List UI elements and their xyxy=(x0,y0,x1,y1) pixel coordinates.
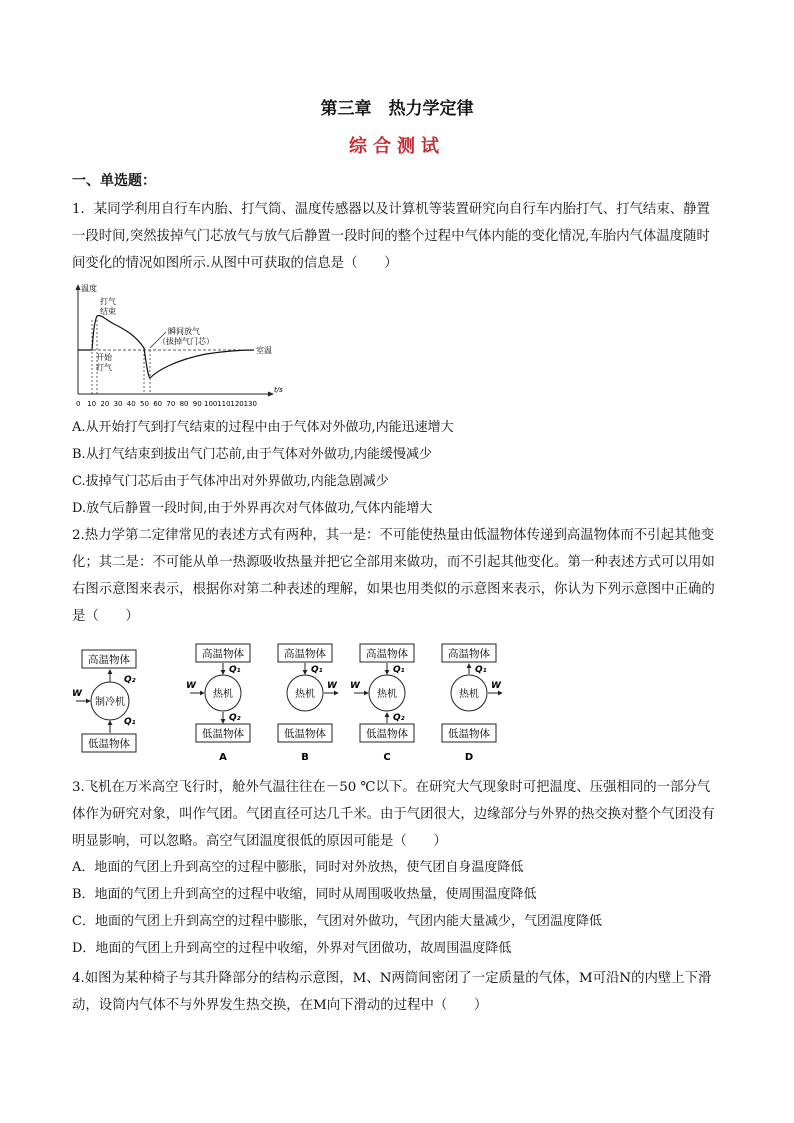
option-letter: A xyxy=(219,752,227,763)
chapter-title: 第三章 热力学定律 xyxy=(320,99,474,119)
q3-option-d: D．地面的气团上升到高空的过程中收缩，外界对气团做功，故周围温度降低 xyxy=(72,941,512,956)
q1-label: Q₁ xyxy=(311,665,323,675)
ref-high-label: 高温物体 xyxy=(88,654,130,666)
x-tick-labels xyxy=(76,400,257,408)
ref-q2-label: Q₂ xyxy=(124,675,136,685)
y-arrow xyxy=(76,284,81,290)
label-end-line1: 打气 xyxy=(100,297,116,306)
q1-temperature-graph xyxy=(66,282,296,410)
q2-stem: 2.热力学第二定律常见的表述方式有两种，其一是：不可能使热量由低温物体传递到高温物体而不引起其他变化；其二是：不可能从单一热源吸收热量并把它全部用来做功，而不引起其他变化。第一种表述方式可以用如右图示意图来表示，根据你对第二种表述的理解，如果也用类似的示意图来表示，你认为下列示意图中正确的是（ ） xyxy=(72,528,715,624)
ref-q1-label: Q₁ xyxy=(124,717,136,727)
label-release-line1: 瞬间放气 xyxy=(168,327,200,336)
x-tick-label: 50 xyxy=(140,400,149,408)
q1-label: Q₁ xyxy=(393,665,405,675)
x-tick-label: 110 xyxy=(217,400,231,408)
q1-option-b: B.从打气结束到拔出气门芯前,由于气体对外做功,内能缓慢减少 xyxy=(72,447,432,462)
x-tick-label: 100 xyxy=(204,400,218,408)
q1-label: Q₁ xyxy=(229,665,241,675)
test-subtitle: 综合测试 xyxy=(349,136,445,157)
label-start-line2: 打气 xyxy=(96,363,112,372)
q4-stem: 4.如图为某种椅子与其升降部分的结构示意图，M、N两筒间密闭了一定质量的气体，M可沿N的内壁上下滑动，设筒内气体不与外界发生热交换，在M向下滑动的过程中（ ） xyxy=(72,971,712,1013)
optC-high-label: 高温物体 xyxy=(366,648,408,660)
optD-high-label: 高温物体 xyxy=(448,648,490,660)
q3-stem: 3.飞机在万米高空飞行时，舱外气温往往在－50 ℃以下。在研究大气现象时可把温度、压强相同的一部分气体作为研究对象，叫作气团。气团直径可达几千米。由于气团很大，边缘部分与外界的热交换对整个气团没有明显影响，可以忽略。高空气团温度很低的原因可能是（ ） xyxy=(72,780,715,849)
optB-high-label: 高温物体 xyxy=(284,648,326,660)
q1-stem: 1．某同学利用自行车内胎、打气筒、温度传感器以及计算机等装置研究向自行车内胎打气、打气结束、静置一段时间,突然拔掉气门芯放气与放气后静置一段时间的整个过程中气体内能的变化情况,车胎内气体温度随时间变化的情况如图所示.从图中可获取的信息是（ ） xyxy=(72,202,710,271)
q1-option-c: C.拔掉气门芯后由于气体冲出对外界做功,内能急剧减少 xyxy=(72,474,389,489)
optA-low-label: 低温物体 xyxy=(202,728,244,740)
label-release-line2: （拔掉气门芯） xyxy=(158,337,214,346)
q2-diagrams xyxy=(72,642,522,766)
x-tick-label: 90 xyxy=(192,400,202,408)
x-tick-label: 20 xyxy=(100,400,110,408)
q3-option-b: B．地面的气团上升到高空的过程中收缩，同时从周围吸收热量，使周围温度降低 xyxy=(72,887,537,902)
option-letter: D xyxy=(464,752,474,763)
option-letter: C xyxy=(383,752,391,763)
ref-w-label: W xyxy=(72,689,82,699)
q1-option-d: D.放气后静置一段时间,由于外界再次对气体做功,气体内能增大 xyxy=(72,501,433,516)
x-tick-label: 30 xyxy=(113,400,123,408)
engine-label: 热机 xyxy=(213,689,233,700)
section-title: 一、单选题： xyxy=(72,173,156,189)
optB-low-label: 低温物体 xyxy=(284,728,326,740)
q1-label: Q₁ xyxy=(475,665,487,675)
q3-option-a: A．地面的气团上升到高空的过程中膨胀，同时对外放热，使气团自身温度降低 xyxy=(72,860,524,875)
y-axis-label: 温度 xyxy=(81,284,97,293)
w-label: W xyxy=(327,681,337,691)
q2-label: Q₂ xyxy=(229,713,241,723)
option-letter: B xyxy=(301,752,309,763)
x-tick-label: 10 xyxy=(87,400,97,408)
q1-option-a: A.从开始打气到打气结束的过程中由于气体对外做功,内能迅速增大 xyxy=(72,420,454,435)
x-tick-label: 70 xyxy=(166,400,176,408)
label-end-line2: 结束 xyxy=(100,307,116,316)
q3-option-c: C．地面的气团上升到高空的过程中膨胀，气团对外做功，气团内能大量减少，气团温度降低 xyxy=(72,914,602,929)
optA-high-label: 高温物体 xyxy=(202,648,244,660)
engine-label: 热机 xyxy=(377,689,397,700)
x-tick-label: 60 xyxy=(153,400,163,408)
x-axis-label: t/s xyxy=(274,386,283,394)
engine-label: 热机 xyxy=(295,689,315,700)
x-tick-label: 0 xyxy=(76,400,81,408)
w-label: W xyxy=(350,681,360,691)
optC-low-label: 低温物体 xyxy=(366,728,408,740)
x-tick-label: 80 xyxy=(179,400,189,408)
x-tick-label: 40 xyxy=(126,400,136,408)
fridge-label: 制冷机 xyxy=(95,697,125,708)
label-room: 室温 xyxy=(256,346,272,355)
x-tick-label: 130 xyxy=(243,400,257,408)
w-label: W xyxy=(491,681,501,691)
w-label: W xyxy=(186,681,196,691)
q2-label: Q₂ xyxy=(393,713,405,723)
x-tick-label: 120 xyxy=(230,400,244,408)
engine-label: 热机 xyxy=(459,689,479,700)
optD-low-label: 低温物体 xyxy=(448,728,490,740)
label-start-line1: 开始 xyxy=(96,353,112,362)
ref-low-label: 低温物体 xyxy=(88,738,130,750)
